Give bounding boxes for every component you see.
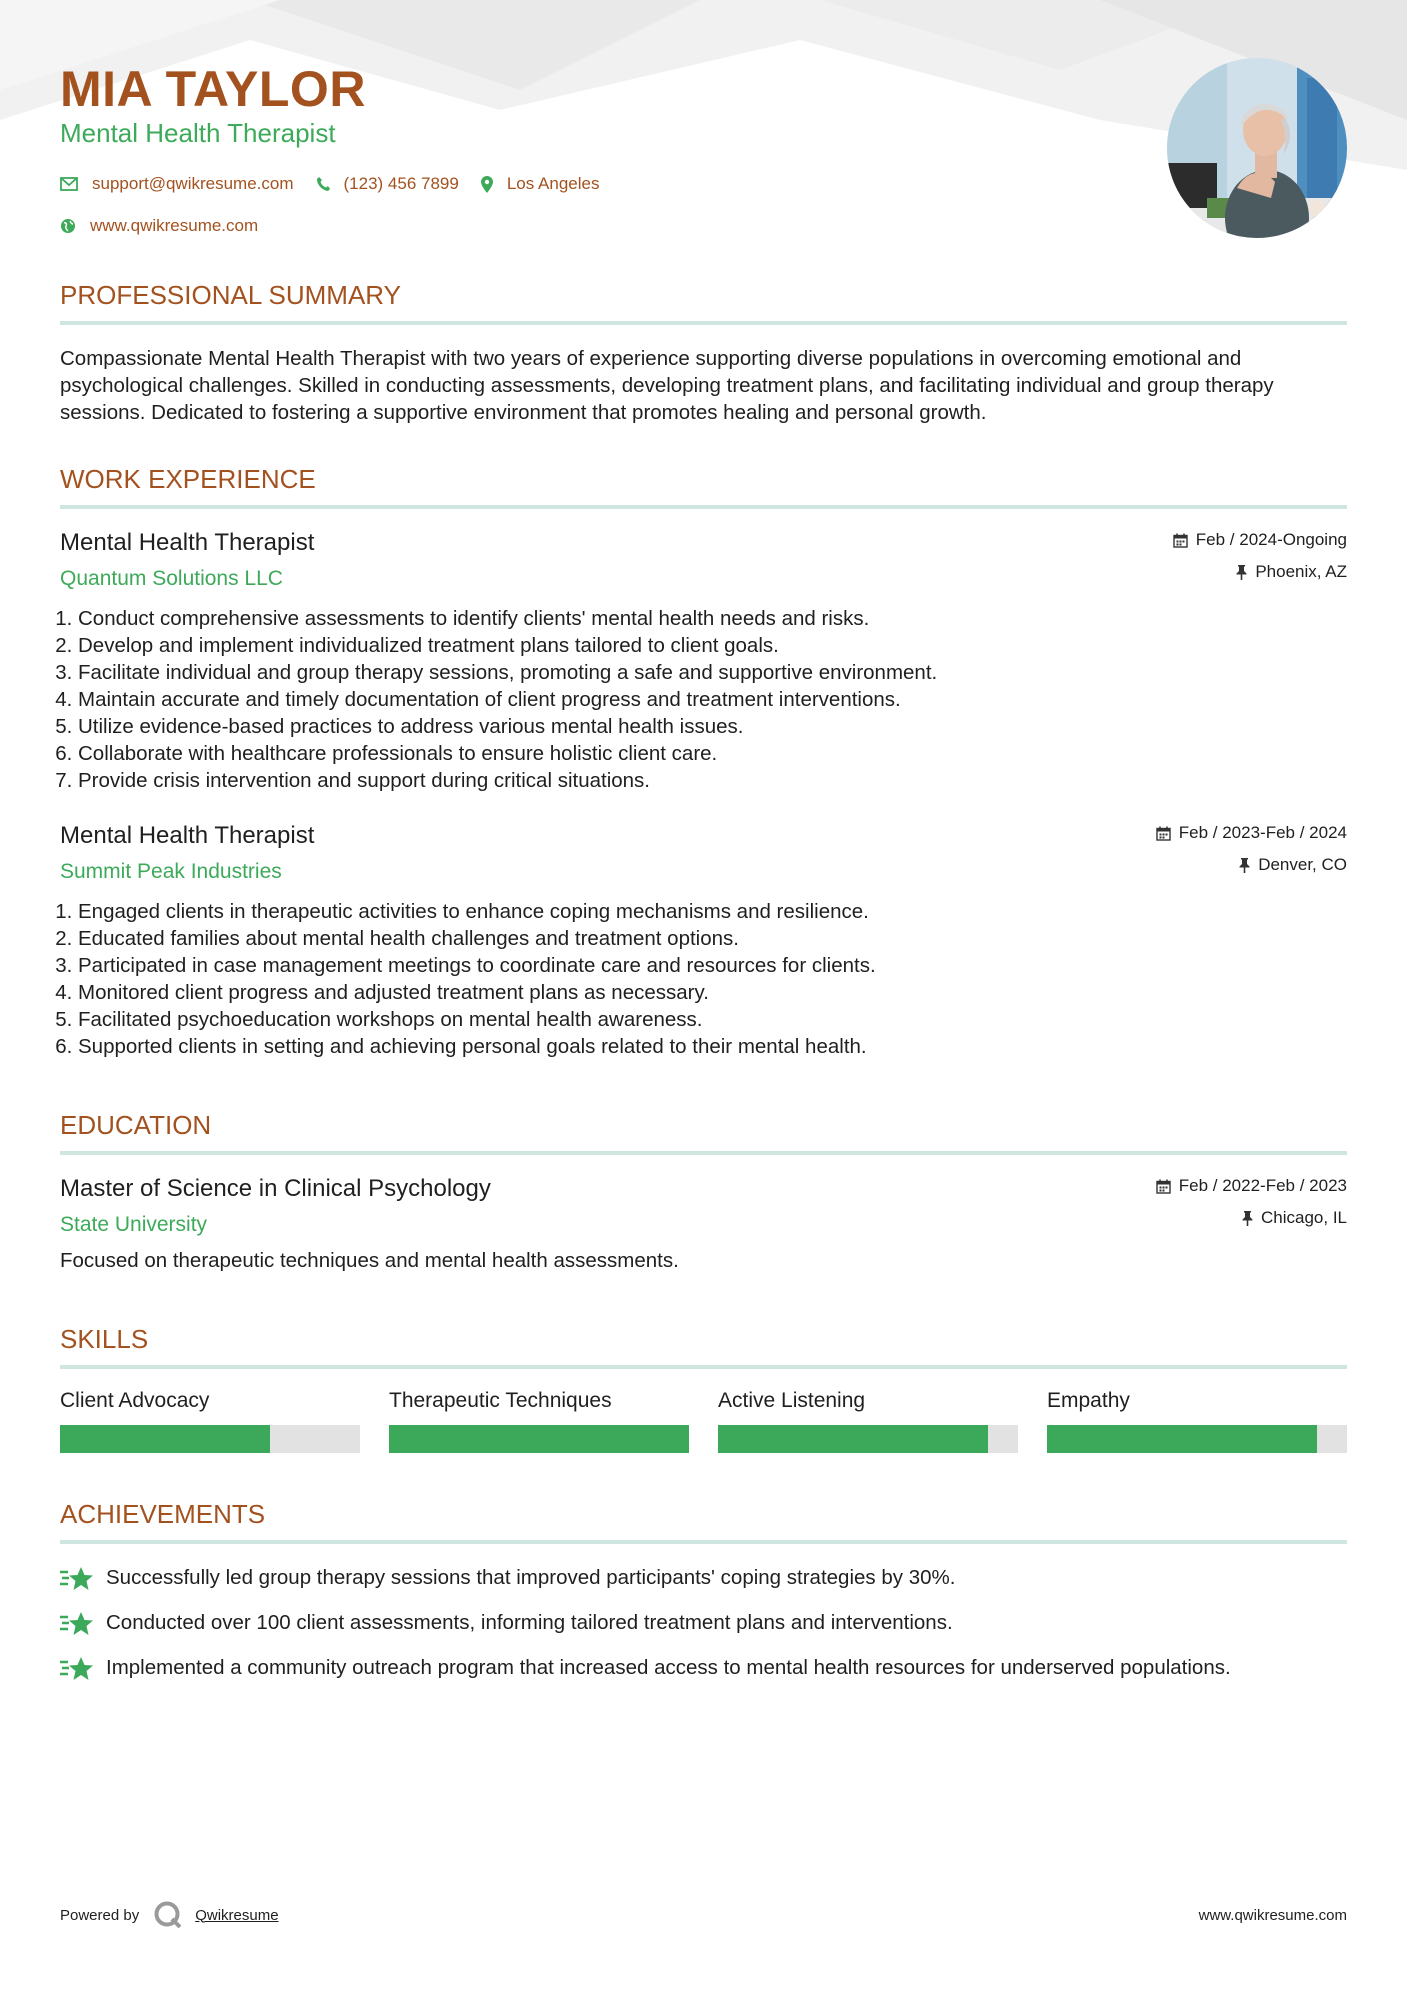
education-section: [60, 1110, 1347, 1274]
job-dates: Feb / 2023-Feb / 2024: [1178, 823, 1347, 842]
skill-item: [718, 1389, 1018, 1453]
skill-name: Active Listening: [718, 1389, 866, 1412]
calendar-icon: [1156, 826, 1171, 841]
calendar-icon: [1173, 533, 1188, 548]
resume-header: [60, 0, 1347, 250]
section-title: EDUCATION: [60, 1110, 1347, 1155]
pushpin-icon: [1239, 858, 1250, 873]
skill-bar-fill: [60, 1425, 270, 1453]
summary-section: [60, 280, 1347, 426]
achievement-item: [60, 1564, 1347, 1592]
qwikresume-logo-icon: [153, 1900, 183, 1930]
list-item: 3. Participated in case management meetings to coordinate care and resources for clients.: [78, 952, 1347, 979]
calendar-icon: [1156, 1179, 1171, 1194]
powered-by: [60, 1900, 279, 1930]
section-title: SKILLS: [60, 1324, 1347, 1369]
skills-section: [60, 1324, 1347, 1453]
job-location: Phoenix, AZ: [1255, 562, 1347, 581]
skill-bar: [60, 1425, 360, 1453]
list-item: 1. Engaged clients in therapeutic activities to enhance coping mechanisms and resilience.: [78, 898, 1347, 925]
contact-website[interactable]: [60, 216, 258, 236]
pushpin-icon: [1236, 565, 1247, 580]
footer-website[interactable]: www.qwikresume.com: [1198, 1906, 1347, 1924]
job-company: Quantum Solutions LLC: [60, 567, 283, 590]
email-text: support@qwikresume.com: [92, 174, 294, 193]
list-item: 5. Facilitated psychoeducation workshops on mental health awareness.: [78, 1006, 1347, 1033]
contact-phone[interactable]: [316, 174, 459, 194]
list-item: 3. Facilitate individual and group therapy sessions, promoting a safe and supportive environment.: [78, 659, 1347, 686]
skill-name: Therapeutic Techniques: [389, 1389, 612, 1412]
candidate-title: Mental Health Therapist: [60, 118, 336, 148]
job-entry: [60, 529, 1347, 794]
list-item: 1. Conduct comprehensive assessments to identify clients' mental health needs and risks.: [78, 605, 1347, 632]
education-dates: Feb / 2022-Feb / 2023: [1178, 1176, 1347, 1195]
contact-email[interactable]: [60, 174, 294, 194]
list-item: 4. Monitored client progress and adjusted treatment plans as necessary.: [78, 979, 1347, 1006]
list-item: 7. Provide crisis intervention and support during critical situations.: [78, 767, 1347, 794]
list-item: 6. Supported clients in setting and achieving personal goals related to their mental health.: [78, 1033, 1347, 1060]
skill-bar: [389, 1425, 689, 1453]
contact-row: [60, 174, 621, 194]
skill-item: [1047, 1389, 1347, 1453]
summary-text: Compassionate Mental Health Therapist with two years of experience supporting diverse populations in overcoming emotional and psychological challenges. Skilled in conducting assessments, developing treatment plans, and facilitating individual and group therapy sessions. Dedicated to fostering a supportive environment that promotes healing and personal growth.: [60, 347, 1274, 424]
job-entry: [60, 822, 1347, 1060]
degree-name: Master of Science in Clinical Psychology: [60, 1175, 491, 1202]
achievement-item: [60, 1609, 1347, 1637]
job-duties: [60, 898, 1347, 1060]
job-role: Mental Health Therapist: [60, 822, 315, 849]
list-item: 5. Utilize evidence-based practices to address various mental health issues.: [78, 713, 1347, 740]
location-text: Los Angeles: [506, 174, 600, 193]
job-duties: [60, 605, 1347, 794]
achievement-text: Implemented a community outreach program that increased access to mental health resources for underserved populations.: [106, 1656, 1231, 1679]
skill-bar: [718, 1425, 1018, 1453]
phone-text: (123) 456 7899: [343, 174, 459, 193]
section-title: ACHIEVEMENTS: [60, 1499, 1347, 1544]
map-pin-icon: [481, 176, 493, 193]
job-dates: Feb / 2024-Ongoing: [1195, 530, 1347, 549]
list-item: 4. Maintain accurate and timely documentation of client progress and treatment interventions.: [78, 686, 1347, 713]
section-title: PROFESSIONAL SUMMARY: [60, 280, 1347, 325]
contact-location: [481, 174, 600, 194]
pushpin-icon: [1242, 1211, 1253, 1226]
achievement-item: [60, 1654, 1347, 1682]
profile-photo: [1167, 58, 1347, 238]
skill-bar-fill: [718, 1425, 988, 1453]
skill-bar-fill: [1047, 1425, 1317, 1453]
achievement-text: Successfully led group therapy sessions that improved participants' coping strategies by 30%.: [106, 1566, 956, 1589]
phone-icon: [316, 176, 330, 192]
star-icon: [60, 1566, 94, 1592]
globe-icon: [60, 218, 76, 234]
achievement-text: Conducted over 100 client assessments, informing tailored treatment plans and interventions.: [106, 1611, 953, 1634]
skill-bar-fill: [389, 1425, 689, 1453]
skill-item: [60, 1389, 360, 1453]
skill-bar: [1047, 1425, 1347, 1453]
powered-by-label: Powered by: [60, 1906, 140, 1924]
list-item: 2. Educated families about mental health challenges and treatment options.: [78, 925, 1347, 952]
list-item: 2. Develop and implement individualized treatment plans tailored to client goals.: [78, 632, 1347, 659]
skill-item: [389, 1389, 689, 1453]
skill-name: Client Advocacy: [60, 1389, 210, 1412]
website-text: www.qwikresume.com: [90, 216, 259, 235]
list-item: 6. Collaborate with healthcare professionals to ensure holistic client care.: [78, 740, 1347, 767]
job-role: Mental Health Therapist: [60, 529, 315, 556]
section-title: WORK EXPERIENCE: [60, 464, 1347, 509]
qwikresume-link[interactable]: Qwikresume: [195, 1906, 279, 1924]
achievements-section: [60, 1499, 1347, 1682]
candidate-name: MIA TAYLOR: [60, 61, 366, 117]
education-location: Chicago, IL: [1261, 1208, 1347, 1227]
star-icon: [60, 1611, 94, 1637]
star-icon: [60, 1656, 94, 1682]
job-company: Summit Peak Industries: [60, 860, 282, 883]
contact-row: [60, 216, 280, 236]
work-section: [60, 464, 1347, 1060]
job-location: Denver, CO: [1258, 855, 1347, 874]
envelope-icon: [60, 177, 78, 191]
skill-name: Empathy: [1047, 1389, 1130, 1412]
education-description: Focused on therapeutic techniques and mental health assessments.: [60, 1249, 679, 1272]
page-footer: [60, 1900, 1347, 1930]
school-name: State University: [60, 1213, 208, 1236]
